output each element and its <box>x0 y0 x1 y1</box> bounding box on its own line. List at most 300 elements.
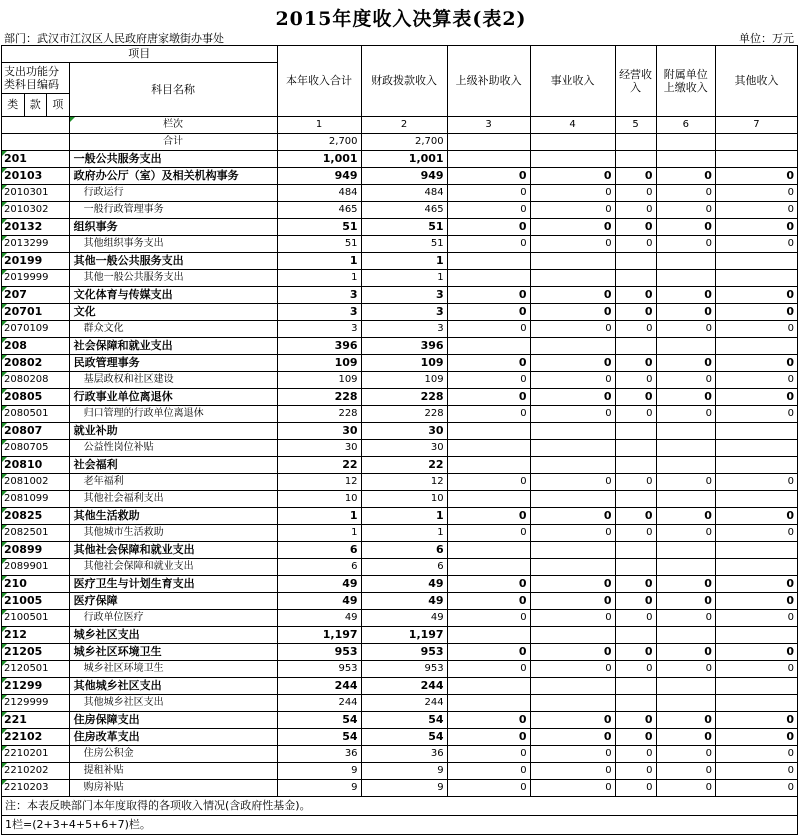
income-table <box>1 45 798 835</box>
row-value-6: 0 <box>656 185 715 202</box>
row-value-4: 0 <box>530 355 615 372</box>
row-value-5: 0 <box>615 525 656 542</box>
table-row <box>2 627 798 644</box>
row-value-7 <box>715 151 797 168</box>
row-subject-name: 其他生活救助 <box>69 508 277 525</box>
row-value-4 <box>530 253 615 270</box>
row-value-2: 465 <box>361 202 447 219</box>
row-value-6: 0 <box>656 168 715 185</box>
row-value-4: 0 <box>530 236 615 253</box>
row-code: 207 <box>2 287 70 304</box>
row-code: 2019999 <box>2 270 70 287</box>
row-value-6: 0 <box>656 593 715 610</box>
table-row <box>2 729 798 746</box>
table-row <box>2 695 798 712</box>
row-value-5 <box>615 270 656 287</box>
seq-code-cell <box>2 117 70 134</box>
row-code: 2081099 <box>2 491 70 508</box>
row-subject-name: 城乡社区支出 <box>69 627 277 644</box>
row-value-2: 22 <box>361 457 447 474</box>
row-value-3 <box>447 151 530 168</box>
header-superior: 上级补助收入 <box>447 46 530 117</box>
row-value-6: 0 <box>656 780 715 797</box>
row-value-4: 0 <box>530 661 615 678</box>
row-value-5: 0 <box>615 185 656 202</box>
row-value-3: 0 <box>447 508 530 525</box>
row-subject-name: 其他社会保障和就业支出 <box>69 559 277 576</box>
row-value-5: 0 <box>615 508 656 525</box>
total-label: 合计 <box>69 134 277 151</box>
row-value-3: 0 <box>447 712 530 729</box>
header-operation: 经营收入 <box>615 46 656 117</box>
table-body <box>2 46 798 797</box>
row-value-1: 465 <box>277 202 361 219</box>
row-value-7: 0 <box>715 763 797 780</box>
row-code: 20825 <box>2 508 70 525</box>
row-value-3 <box>447 253 530 270</box>
row-value-2: 54 <box>361 729 447 746</box>
row-value-2: 949 <box>361 168 447 185</box>
seq-number-2: 2 <box>361 117 447 134</box>
row-value-1: 109 <box>277 372 361 389</box>
row-value-1: 953 <box>277 661 361 678</box>
row-subject-name: 组织事务 <box>69 219 277 236</box>
table-row <box>2 780 798 797</box>
row-subject-name: 行政单位医疗 <box>69 610 277 627</box>
row-value-4 <box>530 338 615 355</box>
table-row <box>2 270 798 287</box>
table-row <box>2 508 798 525</box>
row-code: 20103 <box>2 168 70 185</box>
header-fiscal: 财政拨款收入 <box>361 46 447 117</box>
row-value-1: 3 <box>277 287 361 304</box>
row-value-4: 0 <box>530 729 615 746</box>
table-row <box>2 185 798 202</box>
row-value-2: 244 <box>361 678 447 695</box>
row-value-7: 0 <box>715 644 797 661</box>
row-value-7: 0 <box>715 729 797 746</box>
table-row <box>2 644 798 661</box>
row-value-5: 0 <box>615 372 656 389</box>
row-value-1: 30 <box>277 440 361 457</box>
row-value-7: 0 <box>715 525 797 542</box>
row-value-2: 1 <box>361 525 447 542</box>
row-value-5: 0 <box>615 168 656 185</box>
row-value-2: 3 <box>361 321 447 338</box>
row-value-2: 54 <box>361 712 447 729</box>
row-value-7: 0 <box>715 185 797 202</box>
table-row <box>2 389 798 406</box>
row-value-3: 0 <box>447 763 530 780</box>
row-value-5: 0 <box>615 780 656 797</box>
row-subject-name: 其他组织事务支出 <box>69 236 277 253</box>
table-row <box>2 491 798 508</box>
row-value-5 <box>615 151 656 168</box>
row-value-6: 0 <box>656 474 715 491</box>
row-value-6: 0 <box>656 287 715 304</box>
row-value-4: 0 <box>530 202 615 219</box>
row-value-1: 949 <box>277 168 361 185</box>
row-subject-name: 就业补助 <box>69 423 277 440</box>
row-value-3: 0 <box>447 780 530 797</box>
row-value-5 <box>615 678 656 695</box>
row-value-5 <box>615 423 656 440</box>
row-value-6: 0 <box>656 372 715 389</box>
row-value-5: 0 <box>615 474 656 491</box>
row-value-1: 1 <box>277 508 361 525</box>
seq-number-4: 4 <box>530 117 615 134</box>
row-value-1: 36 <box>277 746 361 763</box>
row-value-6 <box>656 542 715 559</box>
row-value-2: 1,001 <box>361 151 447 168</box>
row-code: 20899 <box>2 542 70 559</box>
row-subject-name: 归口管理的行政单位离退休 <box>69 406 277 423</box>
row-subject-name: 医疗卫生与计划生育支出 <box>69 576 277 593</box>
row-value-4: 0 <box>530 219 615 236</box>
row-subject-name: 城乡社区环境卫生 <box>69 661 277 678</box>
row-code: 20199 <box>2 253 70 270</box>
table-row <box>2 525 798 542</box>
row-value-6 <box>656 491 715 508</box>
row-code: 221 <box>2 712 70 729</box>
table-row <box>2 372 798 389</box>
row-value-1: 12 <box>277 474 361 491</box>
row-value-1: 51 <box>277 219 361 236</box>
row-value-1: 6 <box>277 542 361 559</box>
row-value-2: 484 <box>361 185 447 202</box>
row-value-4: 0 <box>530 644 615 661</box>
total-value-2: 2,700 <box>361 134 447 151</box>
row-value-1: 30 <box>277 423 361 440</box>
row-value-5: 0 <box>615 287 656 304</box>
row-value-2: 1 <box>361 270 447 287</box>
row-code: 20810 <box>2 457 70 474</box>
row-value-1: 953 <box>277 644 361 661</box>
row-value-4: 0 <box>530 593 615 610</box>
row-value-2: 953 <box>361 661 447 678</box>
row-value-7: 0 <box>715 576 797 593</box>
row-value-1: 1,001 <box>277 151 361 168</box>
row-code: 208 <box>2 338 70 355</box>
row-value-4 <box>530 695 615 712</box>
row-value-3: 0 <box>447 610 530 627</box>
row-value-6: 0 <box>656 304 715 321</box>
row-value-6 <box>656 151 715 168</box>
table-row <box>2 474 798 491</box>
row-code: 212 <box>2 627 70 644</box>
row-subject-name: 文化体育与传媒支出 <box>69 287 277 304</box>
row-value-2: 3 <box>361 287 447 304</box>
row-value-7: 0 <box>715 168 797 185</box>
total-value-6 <box>656 134 715 151</box>
row-code: 2210203 <box>2 780 70 797</box>
row-value-1: 54 <box>277 729 361 746</box>
row-value-7 <box>715 253 797 270</box>
row-value-1: 396 <box>277 338 361 355</box>
total-value-5 <box>615 134 656 151</box>
row-value-4 <box>530 270 615 287</box>
row-value-2: 10 <box>361 491 447 508</box>
footnote-2: 1栏=(2+3+4+5+6+7)栏。 <box>2 816 798 835</box>
row-value-6: 0 <box>656 763 715 780</box>
table-row <box>2 712 798 729</box>
row-value-7: 0 <box>715 661 797 678</box>
row-value-7: 0 <box>715 236 797 253</box>
table-row <box>2 202 798 219</box>
seq-number-1: 1 <box>277 117 361 134</box>
row-value-6 <box>656 253 715 270</box>
row-value-2: 12 <box>361 474 447 491</box>
row-value-1: 6 <box>277 559 361 576</box>
row-value-5: 0 <box>615 729 656 746</box>
row-value-7: 0 <box>715 372 797 389</box>
row-value-5: 0 <box>615 661 656 678</box>
row-code: 2210201 <box>2 746 70 763</box>
row-value-3: 0 <box>447 729 530 746</box>
row-subject-name: 基层政权和社区建设 <box>69 372 277 389</box>
header-total-income: 本年收入合计 <box>277 46 361 117</box>
row-value-2: 1 <box>361 508 447 525</box>
table-row <box>2 542 798 559</box>
row-value-1: 1 <box>277 525 361 542</box>
row-value-4: 0 <box>530 304 615 321</box>
row-value-2: 6 <box>361 542 447 559</box>
row-value-6: 0 <box>656 712 715 729</box>
row-value-7: 0 <box>715 593 797 610</box>
row-subject-name: 老年福利 <box>69 474 277 491</box>
row-value-2: 30 <box>361 423 447 440</box>
row-value-4: 0 <box>530 508 615 525</box>
table-row <box>2 287 798 304</box>
row-value-5 <box>615 253 656 270</box>
row-value-7 <box>715 440 797 457</box>
row-value-5: 0 <box>615 593 656 610</box>
row-value-7 <box>715 678 797 695</box>
row-subject-name: 其他社会福利支出 <box>69 491 277 508</box>
row-value-4: 0 <box>530 321 615 338</box>
row-value-1: 54 <box>277 712 361 729</box>
table-row <box>2 355 798 372</box>
header-project: 项目 <box>2 46 278 63</box>
header-business: 事业收入 <box>530 46 615 117</box>
row-value-2: 51 <box>361 236 447 253</box>
row-value-4 <box>530 559 615 576</box>
row-subject-name: 住房保障支出 <box>69 712 277 729</box>
row-value-3: 0 <box>447 372 530 389</box>
row-value-7 <box>715 338 797 355</box>
row-value-3 <box>447 559 530 576</box>
row-value-2: 49 <box>361 593 447 610</box>
row-subject-name: 其他城市生活救助 <box>69 525 277 542</box>
table-row <box>2 423 798 440</box>
seq-number-7: 7 <box>715 117 797 134</box>
row-value-1: 3 <box>277 304 361 321</box>
row-value-7 <box>715 270 797 287</box>
row-value-5 <box>615 559 656 576</box>
row-value-4: 0 <box>530 474 615 491</box>
row-value-5: 0 <box>615 576 656 593</box>
row-value-3 <box>447 491 530 508</box>
row-value-1: 1,197 <box>277 627 361 644</box>
row-value-7: 0 <box>715 780 797 797</box>
row-value-4: 0 <box>530 525 615 542</box>
row-value-6: 0 <box>656 355 715 372</box>
row-subject-name: 文化 <box>69 304 277 321</box>
row-value-2: 51 <box>361 219 447 236</box>
row-value-3: 0 <box>447 576 530 593</box>
row-value-6: 0 <box>656 525 715 542</box>
row-value-7: 0 <box>715 304 797 321</box>
row-value-2: 49 <box>361 576 447 593</box>
row-subject-name: 医疗保障 <box>69 593 277 610</box>
row-value-5 <box>615 457 656 474</box>
row-value-6: 0 <box>656 661 715 678</box>
row-code: 20805 <box>2 389 70 406</box>
row-value-7 <box>715 491 797 508</box>
row-value-7 <box>715 559 797 576</box>
row-value-3: 0 <box>447 304 530 321</box>
row-value-1: 10 <box>277 491 361 508</box>
row-value-5 <box>615 542 656 559</box>
row-subject-name: 城乡社区环境卫生 <box>69 644 277 661</box>
row-subject-name: 其他社会保障和就业支出 <box>69 542 277 559</box>
row-value-7 <box>715 423 797 440</box>
row-code: 21299 <box>2 678 70 695</box>
row-value-6 <box>656 457 715 474</box>
header-kuan: 款 <box>24 94 47 117</box>
table-row <box>2 236 798 253</box>
row-value-6: 0 <box>656 219 715 236</box>
row-value-3: 0 <box>447 474 530 491</box>
table-row <box>2 338 798 355</box>
row-value-7: 0 <box>715 287 797 304</box>
row-value-2: 30 <box>361 440 447 457</box>
row-code: 2010302 <box>2 202 70 219</box>
table-row <box>2 559 798 576</box>
report-title: 2015年度收入决算表(表2) <box>275 8 527 30</box>
seq-number-5: 5 <box>615 117 656 134</box>
row-value-4: 0 <box>530 287 615 304</box>
header-affiliated: 附属单位上缴收入 <box>656 46 715 117</box>
row-code: 20802 <box>2 355 70 372</box>
footnote-1: 注：本表反映部门本年度取得的各项收入情况(含政府性基金)。 <box>2 797 798 816</box>
row-value-6: 0 <box>656 236 715 253</box>
row-value-1: 9 <box>277 763 361 780</box>
total-value-4 <box>530 134 615 151</box>
row-value-3: 0 <box>447 406 530 423</box>
row-value-5: 0 <box>615 202 656 219</box>
header-xiang: 项 <box>47 94 70 117</box>
row-value-4 <box>530 440 615 457</box>
row-value-7: 0 <box>715 202 797 219</box>
table-row <box>2 253 798 270</box>
row-value-2: 1 <box>361 253 447 270</box>
row-code: 201 <box>2 151 70 168</box>
row-subject-name: 社会福利 <box>69 457 277 474</box>
row-value-3: 0 <box>447 355 530 372</box>
row-value-7: 0 <box>715 406 797 423</box>
row-subject-name: 其他一般公共服务支出 <box>69 270 277 287</box>
row-value-6 <box>656 338 715 355</box>
row-value-6 <box>656 270 715 287</box>
row-subject-name: 其他一般公共服务支出 <box>69 253 277 270</box>
row-subject-name: 提租补贴 <box>69 763 277 780</box>
row-value-6 <box>656 627 715 644</box>
table-row <box>2 151 798 168</box>
row-value-2: 244 <box>361 695 447 712</box>
row-value-1: 109 <box>277 355 361 372</box>
row-value-3: 0 <box>447 593 530 610</box>
header-subject-name: 科目名称 <box>69 63 277 117</box>
row-value-1: 484 <box>277 185 361 202</box>
row-value-5 <box>615 440 656 457</box>
row-code: 2070109 <box>2 321 70 338</box>
row-subject-name: 其他城乡社区支出 <box>69 695 277 712</box>
table-row <box>2 406 798 423</box>
row-subject-name: 行政事业单位离退休 <box>69 389 277 406</box>
row-value-6: 0 <box>656 202 715 219</box>
row-code: 2081002 <box>2 474 70 491</box>
row-code: 2080705 <box>2 440 70 457</box>
row-value-7: 0 <box>715 746 797 763</box>
row-value-5: 0 <box>615 355 656 372</box>
row-value-1: 51 <box>277 236 361 253</box>
table-row <box>2 576 798 593</box>
row-value-4: 0 <box>530 168 615 185</box>
seq-number-6: 6 <box>656 117 715 134</box>
row-value-5: 0 <box>615 712 656 729</box>
row-subject-name: 其他城乡社区支出 <box>69 678 277 695</box>
row-value-5 <box>615 695 656 712</box>
row-value-1: 228 <box>277 389 361 406</box>
row-value-3: 0 <box>447 644 530 661</box>
row-value-5 <box>615 491 656 508</box>
row-value-4: 0 <box>530 780 615 797</box>
row-code: 20701 <box>2 304 70 321</box>
row-value-2: 6 <box>361 559 447 576</box>
row-value-4: 0 <box>530 185 615 202</box>
row-value-5 <box>615 627 656 644</box>
row-subject-name: 住房公积金 <box>69 746 277 763</box>
row-value-2: 953 <box>361 644 447 661</box>
seq-label: 栏次 <box>69 117 277 134</box>
row-value-1: 49 <box>277 610 361 627</box>
row-value-7: 0 <box>715 219 797 236</box>
header-other: 其他收入 <box>715 46 797 117</box>
row-value-3: 0 <box>447 168 530 185</box>
row-code: 22102 <box>2 729 70 746</box>
row-value-6: 0 <box>656 389 715 406</box>
row-code: 2089901 <box>2 559 70 576</box>
row-value-4: 0 <box>530 389 615 406</box>
row-value-3 <box>447 457 530 474</box>
row-value-7: 0 <box>715 610 797 627</box>
row-code: 2120501 <box>2 661 70 678</box>
total-code-cell <box>2 134 70 151</box>
row-value-3 <box>447 678 530 695</box>
seq-number-3: 3 <box>447 117 530 134</box>
row-value-4 <box>530 678 615 695</box>
row-value-6: 0 <box>656 729 715 746</box>
row-value-3 <box>447 338 530 355</box>
row-value-2: 228 <box>361 389 447 406</box>
row-value-5: 0 <box>615 610 656 627</box>
row-value-6 <box>656 695 715 712</box>
row-value-7 <box>715 695 797 712</box>
row-value-7: 0 <box>715 474 797 491</box>
row-subject-name: 购房补贴 <box>69 780 277 797</box>
table-row <box>2 304 798 321</box>
